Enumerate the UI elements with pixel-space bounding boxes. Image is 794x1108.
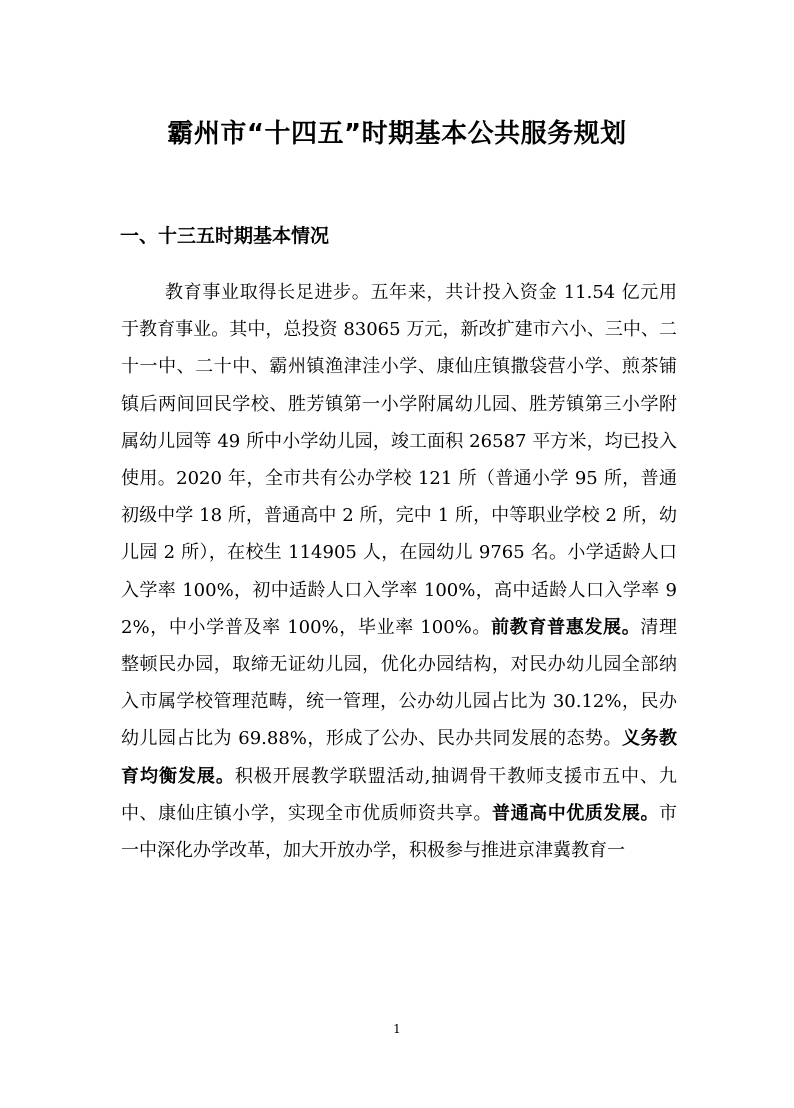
bold-heading-highschool: 普通高中优质发展。: [492, 802, 660, 824]
bold-heading-compulsory: 义务教育均衡发展。: [121, 728, 677, 787]
paragraph-run-highschool: 市一中深化办学改革，加大开放办学，积极参与推进京津冀教育一: [121, 802, 678, 862]
bold-heading-preschool: 前教育普惠发展。: [491, 616, 641, 638]
page-title: 霸州市“十四五”时期基本公共服务规划: [167, 119, 627, 149]
paragraph-run-preschool: 清理整顿民办园，取缔无证幼儿园，优化办园结构，对民办幼儿园全部纳入市属学校管理范畴，统一管理，公办幼儿园占比为 30.12%，民办幼儿园占比为 69.88%，形成了公办、民办共同发展的态势。: [121, 616, 678, 750]
body-paragraph: [121, 274, 677, 869]
paragraph-run-compulsory: 积极开展教学联盟活动,抽调骨干教师支援市五中、九中、康仙庄镇小学，实现全市优质师资共享。: [121, 765, 677, 824]
section-heading: 一、十三五时期基本情况: [120, 225, 330, 247]
page-number: 1: [393, 1022, 401, 1036]
paragraph-run-intro: 教育事业取得长足进步。五年来，共计投入资金 11.54 亿元用于教育事业。其中，总投资 83065 万元，新改扩建市六小、三中、二十一中、二十中、霸州镇渔津洼小学、康仙庄镇撒袋营小学、煎茶铺镇后两间回民学校、胜芳镇第一小学附属幼儿园、胜芳镇第三小学附属幼儿园等 49 所中小学幼儿园，竣工面积 26587 平方米，均已投入使用。2020 年，全市共有公办学校 121 所（普通小学 95 所，普通初级中学 18 所，普通高中 2 所，完中 1 所，中等职业学校 2 所，幼儿园 2 所），在校生 114905 人，在园幼儿 9765 名。小学适龄人口入学率 100%，初中适龄人口入学率 100%，高中适龄人口入学率 92%，中小学普及率 100%，毕业率 100%。: [121, 282, 677, 638]
